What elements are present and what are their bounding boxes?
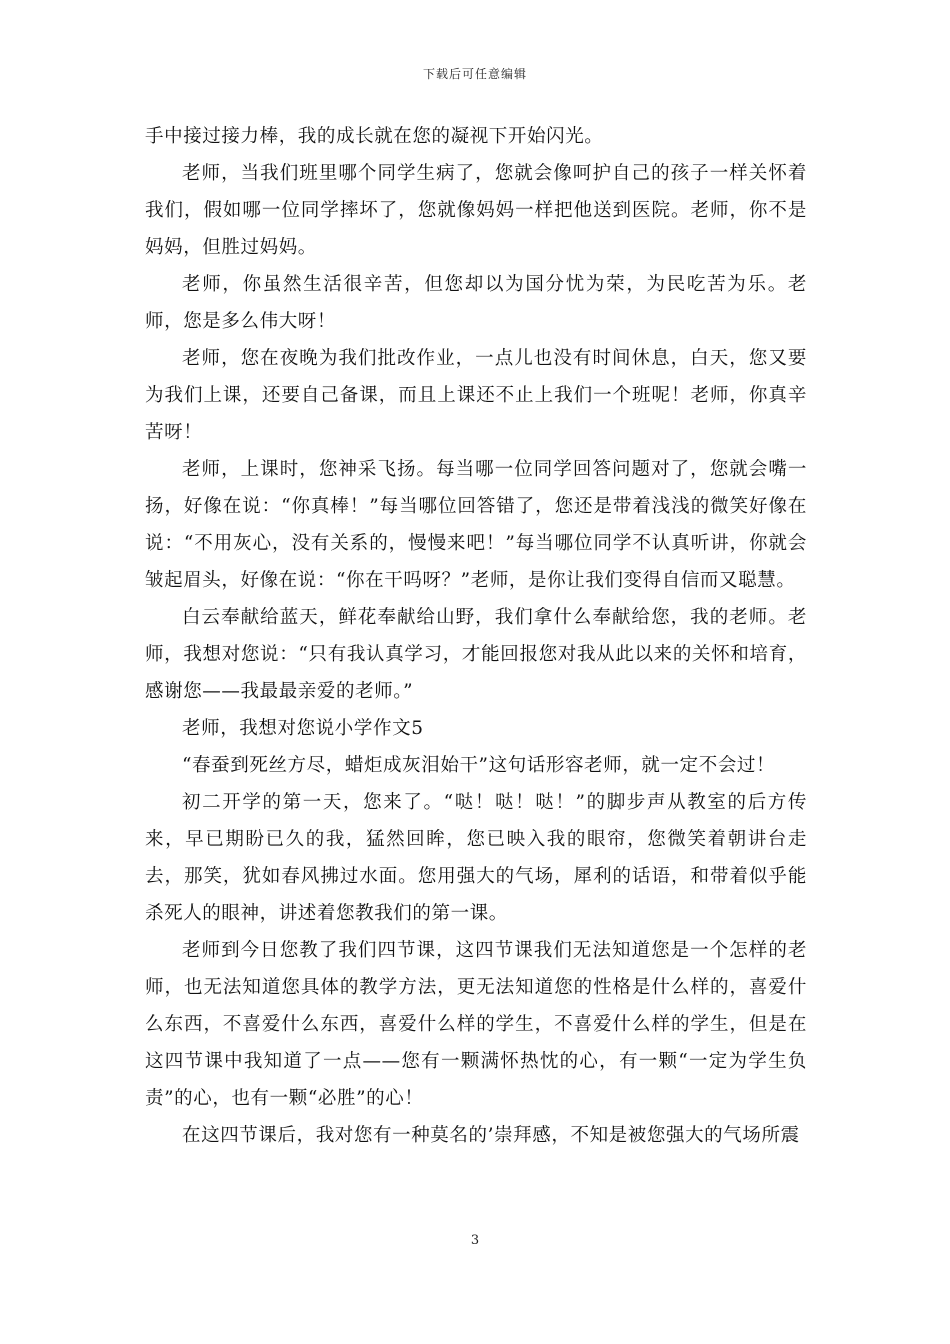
paragraph-8: 初二开学的第一天，您来了。“哒！哒！哒！”的脚步声从教室的后方传来，早已期盼已久的我，猛然回眸，您已映入我的眼帘，您微笑着朝讲台走去，那笑，犹如春风拂过水面。您用强大的气场，犀利的话语，和带着似乎能杀死人的眼神，讲述着您教我们的第一课。 [145,792,807,924]
paragraph-5: 老师，上课时，您神采飞扬。每当哪一位同学回答问题对了，您就会嘴一扬，好像在说：“你真棒！”每当哪位回答错了，您还是带着浅浅的微笑好像在说：“不用灰心，没有关系的，慢慢来吧！”每当哪位同学不认真听讲，你就会皱起眉头，好像在说：“你在干吗呀？”老师，是你让我们变得自信而又聪慧。 [145,459,807,591]
paragraph-1: 手中接过接力棒，我的成长就在您的凝视下开始闪光。 [145,126,604,147]
paragraph-6: 白云奉献给蓝天，鲜花奉献给山野，我们拿什么奉献给您，我的老师。老师，我想对您说：“只有我认真学习，才能回报您对我从此以来的关怀和培育，感谢您——我最最亲爱的老师。” [145,607,807,702]
paragraph-3: 老师，你虽然生活很辛苦，但您却以为国分忧为荣，为民吃苦为乐。老师，您是多么伟大呀！ [145,274,807,332]
paragraph-2: 老师，当我们班里哪个同学生病了，您就会像呵护自己的孩子一样关怀着我们，假如哪一位同学摔坏了，您就像妈妈一样把他送到医院。老师，你不是妈妈，但胜过妈妈。 [145,163,807,258]
paragraph-7: “春蚕到死丝方尽，蜡炬成灰泪始干”这句话形容老师，就一定不会过！ [182,755,776,776]
section-title: 老师，我想对您说小学作文5 [182,718,424,739]
paragraph-10: 在这四节课后，我对您有一种莫名的’崇拜感，不知是被您强大的气场所震 [182,1125,800,1146]
paragraph-4: 老师，您在夜晚为我们批改作业，一点儿也没有时间休息，白天，您又要为我们上课，还要自己备课，而且上课还不止上我们一个班呢！老师，你真辛苦呀！ [145,348,807,443]
document-body [145,118,807,1154]
page-header: 下载后可任意编辑 [422,67,527,81]
paragraph-9: 老师到今日您教了我们四节课，这四节课我们无法知道您是一个怎样的老师，也无法知道您具体的教学方法，更无法知道您的性格是什么样的，喜爱什么东西，不喜爱什么东西，喜爱什么样的学生，不喜爱什么样的学生，但是在这四节课中我知道了一点——您有一颗满怀热忱的心，有一颗“一定为学生负责”的心，也有一颗“必胜”的心！ [145,940,807,1109]
page-number: 3 [470,1233,480,1248]
